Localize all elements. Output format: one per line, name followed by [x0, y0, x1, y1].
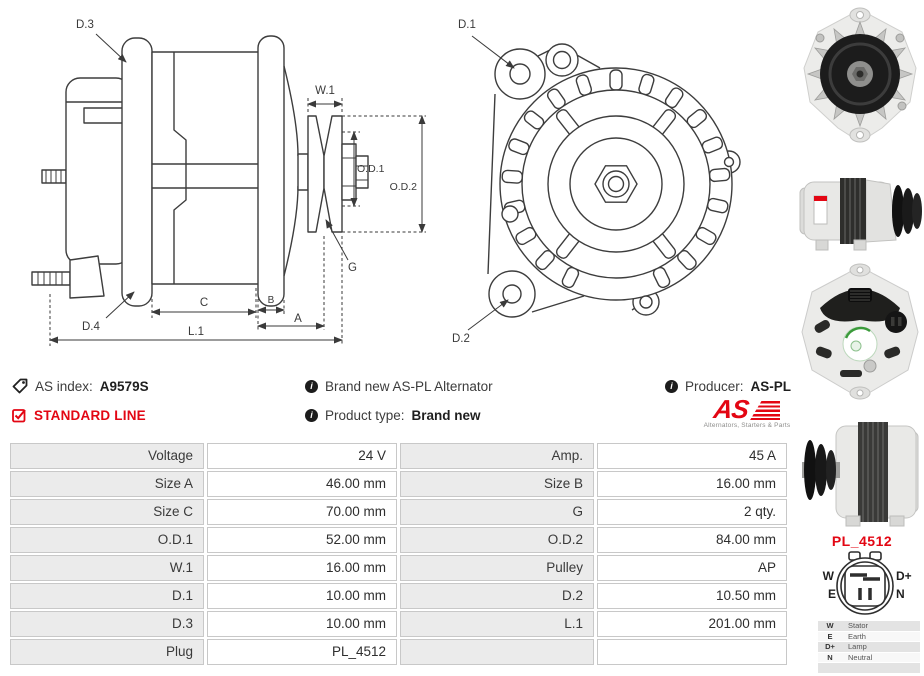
spec-label: Pulley	[400, 555, 594, 581]
plug-name: PL_4512	[831, 533, 893, 549]
legend-desc: Lamp	[842, 642, 920, 652]
legend-pin	[818, 663, 842, 673]
plug-pin-dplus: D+	[896, 569, 912, 583]
spec-value: 10.00 mm	[207, 583, 397, 609]
legend-pin: W	[818, 621, 842, 631]
logo-subtext: Alternators, Starters & Parts	[703, 422, 791, 429]
logo-text: AS	[711, 394, 751, 424]
product-photo-back[interactable]	[796, 262, 924, 402]
legend-pin: E	[818, 632, 842, 642]
plug-legend	[818, 621, 920, 673]
spec-value: 24 V	[207, 443, 397, 469]
info-icon: i	[305, 380, 318, 393]
spec-label	[400, 639, 594, 665]
product-type-row	[305, 406, 481, 424]
as-index-value: A9579S	[99, 378, 149, 394]
as-index-label: AS index:	[35, 378, 93, 394]
dim-label-c: C	[199, 297, 209, 309]
info-icon: i	[305, 409, 318, 422]
spec-table	[10, 443, 790, 665]
alternator-front-outline	[488, 44, 740, 317]
plug-pin-e: E	[827, 587, 836, 601]
technical-drawing-front-view	[432, 2, 790, 362]
spec-value: 16.00 mm	[207, 555, 397, 581]
spec-value: 45 A	[597, 443, 787, 469]
spec-value: 70.00 mm	[207, 499, 397, 525]
spec-label: Size A	[10, 471, 204, 497]
dim-label-d2: D.2	[452, 333, 470, 345]
dim-label-d4: D.4	[82, 321, 100, 333]
dim-label-od2: O.D.2	[389, 181, 417, 193]
spec-label: Voltage	[10, 443, 204, 469]
standard-line-row	[12, 406, 146, 424]
dim-label-d1: D.1	[458, 19, 476, 31]
standard-line-label: STANDARD LINE	[34, 407, 146, 423]
product-photo-side-pulley-left[interactable]	[796, 408, 924, 532]
spec-label: D.2	[400, 583, 594, 609]
legend-desc: Stator	[842, 621, 920, 631]
legend-desc: Earth	[842, 632, 920, 642]
producer-value: AS-PL	[750, 378, 792, 394]
spec-label: G	[400, 499, 594, 525]
checkbox-icon	[12, 408, 27, 423]
brand-new-row	[305, 377, 493, 395]
spec-label: D.1	[10, 583, 204, 609]
alternator-side-outline	[32, 36, 368, 306]
product-photo-front[interactable]	[798, 6, 922, 146]
spec-value: 10.00 mm	[207, 611, 397, 637]
spec-label: O.D.2	[400, 527, 594, 553]
dim-label-b: B	[267, 295, 275, 306]
technical-drawing-side-view	[6, 4, 430, 366]
spec-value: AP	[597, 555, 787, 581]
spec-label: Size C	[10, 499, 204, 525]
tag-icon	[12, 378, 28, 394]
legend-desc: Neutral	[842, 653, 920, 663]
logo-stripes	[750, 401, 780, 420]
legend-pin: N	[818, 653, 842, 663]
dim-label-g: G	[348, 262, 357, 274]
dim-label-w1: W.1	[315, 85, 335, 97]
spec-value: 10.50 mm	[597, 583, 787, 609]
product-type-value: Brand new	[411, 407, 481, 423]
spec-value	[597, 639, 787, 665]
plug-diagram	[810, 550, 920, 618]
dim-label-a: A	[294, 313, 302, 325]
spec-label: Amp.	[400, 443, 594, 469]
spec-value: 84.00 mm	[597, 527, 787, 553]
dim-label-od1: O.D.1	[357, 163, 385, 175]
producer-label: Producer:	[685, 378, 744, 394]
plug-pin-w: W	[822, 569, 834, 583]
producer-row	[665, 377, 791, 395]
as-index-row	[12, 377, 149, 395]
spec-label: L.1	[400, 611, 594, 637]
spec-label: Size B	[400, 471, 594, 497]
product-type-label: Product type:	[325, 407, 405, 423]
spec-value: 16.00 mm	[597, 471, 787, 497]
legend-pin: D+	[818, 642, 842, 652]
spec-value: 46.00 mm	[207, 471, 397, 497]
spec-label: D.3	[10, 611, 204, 637]
info-icon: i	[665, 380, 678, 393]
spec-value: 2 qty.	[597, 499, 787, 525]
spec-value: PL_4512	[207, 639, 397, 665]
as-pl-logo	[699, 396, 795, 429]
dim-label-l1: L.1	[188, 326, 204, 338]
spec-label: O.D.1	[10, 527, 204, 553]
spec-label: W.1	[10, 555, 204, 581]
brand-new-text: Brand new AS-PL Alternator	[325, 378, 493, 394]
dim-label-d3: D.3	[76, 19, 94, 31]
spec-value: 201.00 mm	[597, 611, 787, 637]
plug-pin-n: N	[896, 587, 905, 601]
spec-label: Plug	[10, 639, 204, 665]
legend-desc	[842, 663, 920, 673]
product-photo-side-pulley-right[interactable]	[796, 156, 924, 258]
spec-value: 52.00 mm	[207, 527, 397, 553]
